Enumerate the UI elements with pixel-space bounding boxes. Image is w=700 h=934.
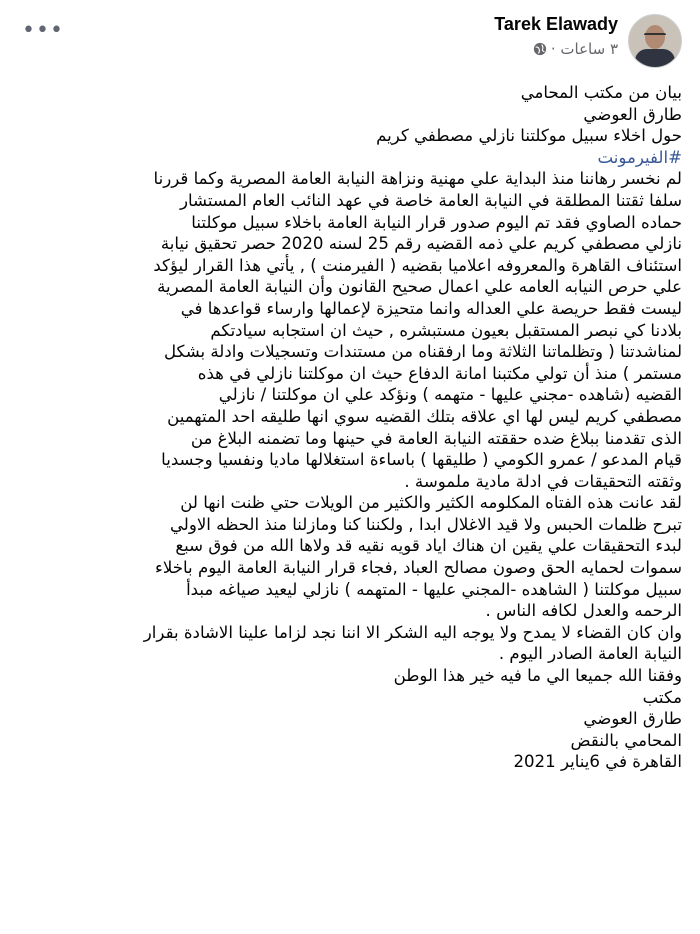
post-meta (533, 40, 618, 58)
post-text-line: سبيل موكلتنا ( الشاهده -المجني عليها - المتهمه ) نازلي ليعيد صياغه مبدأ (186, 579, 682, 599)
post-text-line: لقد عانت هذه الفتاه المكلومه الكثير والكثير من الويلات حتي ظنت انها لن (180, 493, 682, 513)
post-header (0, 0, 700, 78)
avatar-suit (635, 49, 675, 68)
more-options-icon[interactable]: ••• (22, 18, 64, 43)
author-name[interactable]: Tarek Elawady (494, 14, 618, 34)
post-text-line: طارق العوضي (583, 104, 682, 124)
avatar-glasses (644, 33, 666, 40)
post-text-line: بلادنا كي نبصر المستقبل بعيون مستبشره , حيث ان استجابه سيادتكم (210, 320, 682, 340)
post-text-line: المحامي بالنقض (570, 730, 682, 750)
post-text-line: الرحمه والعدل لكافه الناس . (485, 601, 682, 621)
post-text-line: وان كان القضاء لا يمدح ولا يوجه اليه الشكر الا اننا نجد لزاما علينا الاشادة بقرار (143, 622, 682, 642)
post-time[interactable]: ٣ ساعات · (550, 40, 618, 58)
post-text-line: حماده الصاوي فقد تم اليوم صدور قرار النيابة العامة باخلاء سبيل موكلتنا (191, 212, 682, 232)
globe-icon[interactable] (533, 42, 547, 56)
post-text-line: نازلي مصطفي كريم علي ذمه القضيه رقم 25 لسنه 2020 حصر تحقيق نيابة (160, 234, 682, 254)
post-text-line: لبدء التحقيقات علي يقين ان هناك اياد قويه نقيه قد ولاها الله من فوق سبع (175, 536, 682, 556)
post-text-line: القاهرة في 6يناير 2021 (513, 752, 682, 772)
post-text-line: استئناف القاهرة والمعروفه اعلاميا بقضيه ( الفيرمنت ) , يأتي هذا القرار ليؤكد (153, 255, 682, 275)
post-text-line: تبرح ظلمات الحبس ولا قيد الاغلال ابدا , ولكننا كنا ومازلنا منذ الحظه الاولي (169, 514, 682, 534)
post-text-line: ليست فقط حريصة علي العداله وانما متحيزة لإعمالها وارساء قواعدها في (180, 298, 682, 318)
post-text-line: مكتب (642, 687, 682, 707)
post-text-line: لم نخسر رهاننا منذ البداية علي مهنية ونزاهة النيابة العامة المصرية وكما قررنا (153, 169, 682, 189)
post-text-line: مستمر ) منذ أن تولي مكتبنا امانة الدفاع حيث ان موكلتنا نازلي في هذه (197, 363, 682, 383)
author-avatar[interactable] (628, 14, 682, 68)
post-text-line: علي حرص النيابه العامه علي اعمال صحيح القانون وأن النيابة العامة المصرية (157, 277, 682, 297)
post-text-line: القضيه (شاهده -مجني عليها - متهمه ) ونؤكد علي ان موكلتنا / نازلي (218, 385, 682, 405)
post-text-line: وثقته التحقيقات في ادلة مادية ملموسة . (404, 471, 682, 491)
post-text-line: سلفا ثقتنا المطلقة في النيابة العامة خاصة في عهد النائب العام المستشار (179, 190, 682, 210)
post-text-line: حول اخلاء سبيل موكلتنا نازلي مصطفي كريم (376, 126, 682, 146)
post-text-line: مصطفي كريم ليس لها اي علاقه بتلك القضيه سوي انها طليقه احد المتهمين (167, 406, 682, 426)
post-text-line: طارق العوضي (583, 709, 682, 729)
post-text-line: قيام المدعو / عمرو الكومي ( طليقها ) باساءة استغلالها ماديا ونفسيا وجسديا (161, 450, 682, 470)
post-text-line: بيان من مكتب المحامي (520, 83, 682, 102)
post-text-line: لمناشدتنا ( وتظلماتنا الثلاثة وما ارفقناه من مستندات وتسجيلات وادلة بشكل (163, 342, 682, 362)
post-text-line: النيابة العامة الصادر اليوم . (498, 644, 682, 664)
post-text-line: الذى تقدمنا ببلاغ ضده حققته النيابة العامة في حينها وما تضمنه البلاغ من (190, 428, 682, 448)
post-text-line: وفقنا الله جميعا الي ما فيه خير هذا الوطن (393, 666, 682, 686)
hashtag-link[interactable]: #الفيرمونت (597, 147, 682, 167)
post-text-line: سموات لحمايه الحق وصون مصالح العباد ,فجاء قرار النيابة العامة اليوم باخلاء (155, 558, 682, 578)
post-body (10, 82, 682, 773)
